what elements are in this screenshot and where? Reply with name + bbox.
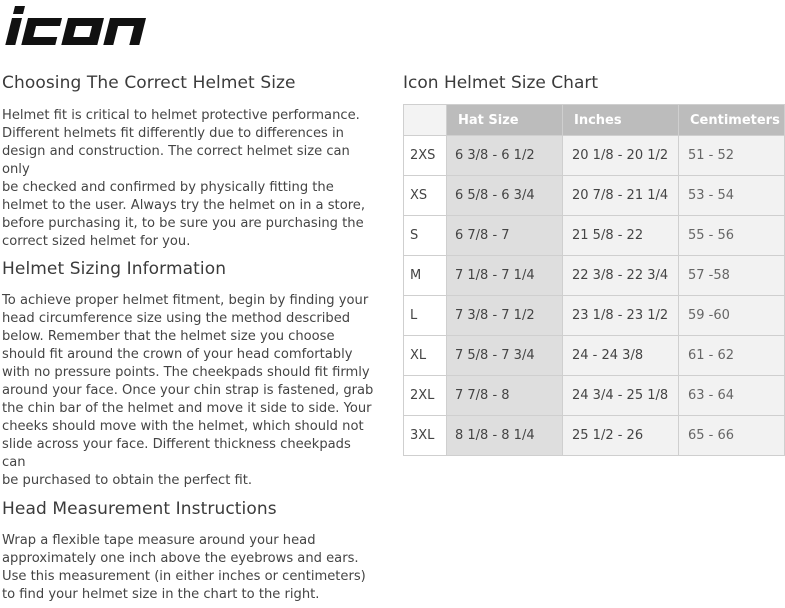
text-line: be checked and confirmed by physically fitting the: [2, 180, 334, 195]
centimeters-cell: 51 - 52: [679, 136, 785, 176]
table-row: [404, 416, 785, 456]
table-row: [404, 336, 785, 376]
size-label: S: [404, 216, 447, 256]
text-line: Wrap a flexible tape measure around your head: [2, 533, 316, 548]
size-label: 2XL: [404, 376, 447, 416]
text-line: should fit around the crown of your head comfortably: [2, 347, 353, 362]
hat-size-cell: 8 1/8 - 8 1/4: [447, 416, 563, 456]
header-centimeters: Centimeters: [679, 105, 785, 136]
inches-cell: 21 5/8 - 22: [563, 216, 679, 256]
inches-cell: 23 1/8 - 23 1/2: [563, 296, 679, 336]
inches-cell: 20 7/8 - 21 1/4: [563, 176, 679, 216]
centimeters-cell: 59 -60: [679, 296, 785, 336]
hat-size-cell: 7 7/8 - 8: [447, 376, 563, 416]
text-line: design and construction. The correct helmet size can only: [2, 144, 350, 177]
centimeters-cell: 63 - 64: [679, 376, 785, 416]
size-label: L: [404, 296, 447, 336]
text-line: with no pressure points. The cheekpads should fit firmly: [2, 365, 370, 380]
hat-size-cell: 6 3/8 - 6 1/2: [447, 136, 563, 176]
text-line: below. Remember that the helmet size you choose: [2, 329, 335, 344]
centimeters-cell: 57 -58: [679, 256, 785, 296]
text-line: Use this measurement (in either inches or centimeters): [2, 569, 366, 584]
inches-cell: 25 1/2 - 26: [563, 416, 679, 456]
text-line: the chin bar of the helmet and move it side to side. Your: [2, 401, 372, 416]
centimeters-cell: 53 - 54: [679, 176, 785, 216]
text-line: Different helmets fit differently due to differences in: [2, 126, 344, 141]
size-chart-title: Icon Helmet Size Chart: [403, 73, 599, 93]
text-line: Helmet fit is critical to helmet protective performance.: [2, 108, 360, 123]
inches-cell: 24 - 24 3/8: [563, 336, 679, 376]
table-header-row: [404, 105, 785, 136]
centimeters-cell: 61 - 62: [679, 336, 785, 376]
section-body-measurement: [2, 532, 366, 604]
inches-cell: 22 3/8 - 22 3/4: [563, 256, 679, 296]
table-row: [404, 136, 785, 176]
table-row: [404, 296, 785, 336]
hat-size-cell: 7 1/8 - 7 1/4: [447, 256, 563, 296]
text-line: cheeks should move with the helmet, which should not: [2, 419, 364, 434]
size-label: M: [404, 256, 447, 296]
hat-size-cell: 7 3/8 - 7 1/2: [447, 296, 563, 336]
text-line: around your face. Once your chin strap is fastened, grab: [2, 383, 374, 398]
icon-brand-logo: [2, 2, 174, 48]
table-row: [404, 376, 785, 416]
section-title-sizing-info: Helmet Sizing Information: [2, 259, 227, 279]
section-body-choosing-size: [2, 107, 374, 251]
header-hat-size: Hat Size: [447, 105, 563, 136]
size-label: 3XL: [404, 416, 447, 456]
size-label: XS: [404, 176, 447, 216]
centimeters-cell: 55 - 56: [679, 216, 785, 256]
section-title-choosing-size: Choosing The Correct Helmet Size: [2, 73, 296, 93]
header-inches: Inches: [563, 105, 679, 136]
table-row: [404, 256, 785, 296]
hat-size-cell: 6 7/8 - 7: [447, 216, 563, 256]
inches-cell: 20 1/8 - 20 1/2: [563, 136, 679, 176]
text-line: be purchased to obtain the perfect fit.: [2, 473, 253, 488]
text-line: before purchasing it, to be sure you are purchasing the: [2, 216, 364, 231]
text-line: helmet to the user. Always try the helmet on in a store,: [2, 198, 366, 213]
centimeters-cell: 65 - 66: [679, 416, 785, 456]
text-line: to find your helmet size in the chart to the right.: [2, 587, 320, 602]
size-label: XL: [404, 336, 447, 376]
helmet-size-table: [403, 104, 785, 456]
header-size-blank: [404, 105, 447, 136]
text-line: approximately one inch above the eyebrows and ears.: [2, 551, 359, 566]
text-line: To achieve proper helmet fitment, begin by finding your: [2, 293, 369, 308]
size-label: 2XS: [404, 136, 447, 176]
table-row: [404, 176, 785, 216]
text-line: correct sized helmet for you.: [2, 234, 191, 249]
text-line: head circumference size using the method described: [2, 311, 351, 326]
hat-size-cell: 6 5/8 - 6 3/4: [447, 176, 563, 216]
section-title-measurement: Head Measurement Instructions: [2, 499, 277, 519]
hat-size-cell: 7 5/8 - 7 3/4: [447, 336, 563, 376]
text-line: slide across your face. Different thickness cheekpads can: [2, 437, 351, 470]
table-row: [404, 216, 785, 256]
section-body-sizing-info: [2, 292, 374, 490]
inches-cell: 24 3/4 - 25 1/8: [563, 376, 679, 416]
